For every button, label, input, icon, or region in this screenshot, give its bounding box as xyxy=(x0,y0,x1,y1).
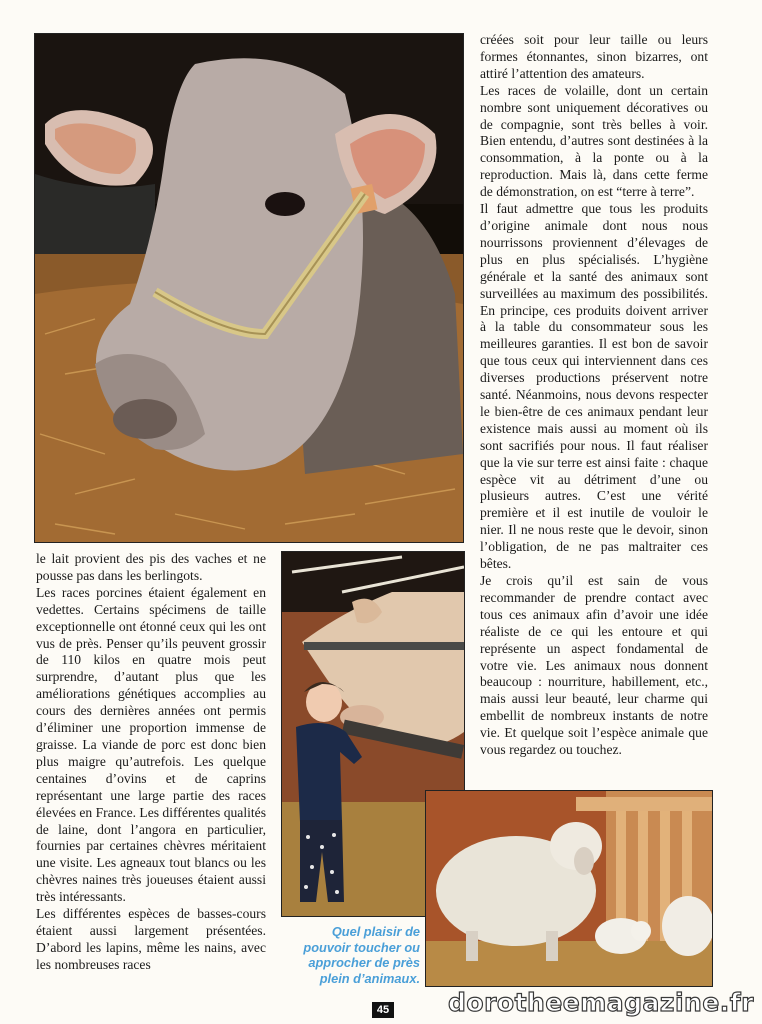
paragraph: Je crois qu’il est sain de vous recommander de prendre contact avec tous ces animaux afin d’avoir une idée réaliste de ce qui les entoure et qui représente un aspect fondamental de votre vie. Les animaux nous donnent beaucoup : nourriture, habillement, etc., mais aussi leur beauté, leur charme qui embellit de nombreux instants de notre vie. Et quelque soit l’espèce animale que vous regardez ou touchez. xyxy=(480,573,708,758)
paragraph: le lait provient des pis des vaches et ne pousse pas dans les berlingots. xyxy=(36,551,266,583)
paragraph: Il faut admettre que tous les produits d’origine animale dont nous nous nourrissons proviennent d’élevages de plus en plus spécialisés. L’hygiène générale et la santé des animaux sont surveillées au maximum des possibilités. En principe, ces produits doivent arriver à la table du consommateur sous les meilleures garanties. Il est bon de savoir que tous ceux qui interviennent dans ces diverses productions préservent notre santé. Néanmoins, nous devons respecter le bien-être de ces animaux pendant leur existence mais aussi au moment où ils sont sacrifiés pour nous. Il faut réaliser que la vie sur terre est ainsi faite : chaque espèce vit au détriment d’une ou plusieurs autres. C’est une vérité première et il est inutile de vouloir le nier. Il ne nous reste que le devoir, sinon l’obligation, de ne pas maltraiter ces bêtes. xyxy=(480,201,708,572)
paragraph: Les races porcines étaient également en vedettes. Certains spécimens de taille exceptionnelle ont étonné ceux qui les ont vus de près. Penser qu’ils peuvent grossir de 110 kilos en quatre mois peut surprendre, d’autant plus que les améliorations génétiques accomplies au cours des dernières années ont permis d’éliminer une proportion immense de graisse. La viande de porc est donc bien plus maigre qu’autrefois. Les quelque centaines d’ovins et de caprins représentant une large partie des races élevées en France. Les différentes qualités de laine, dont l’angora en particulier, fournies par certaines chèvres méritaient une visite. Les agneaux tout blancs ou les chèvres naines très joueuses étaient aussi très intéressants. xyxy=(36,584,266,905)
article-right-column xyxy=(480,32,708,759)
photo-caption: Quel plaisir de pouvoir toucher ou approcher de près plein d’animaux. xyxy=(303,924,420,986)
article-left-column xyxy=(36,551,266,974)
angora-goats-photo xyxy=(425,790,713,987)
paragraph: Les différentes espèces de basses-cours étaient aussi largement présentées. D’abord les lapins, même les nains, avec les nombreuses races xyxy=(36,906,266,972)
site-watermark: dorotheemagazine.fr xyxy=(448,988,754,1017)
paragraph: Les races de volaille, dont un certain nombre sont uniquement décoratives ou de compagnie, sont très belles à voir. Bien entendu, d’autres sont destinées à la consommation, à la ponte ou à la reproduction. Mais là, dans cette ferme de démonstration, on est “terre à terre”. xyxy=(480,82,708,200)
cow-photo xyxy=(34,33,464,543)
page-number: 45 xyxy=(372,1002,394,1018)
paragraph: créées soit pour leur taille ou leurs formes étonnantes, sinon bizarres, ont attiré l’attention des amateurs. xyxy=(480,32,708,81)
